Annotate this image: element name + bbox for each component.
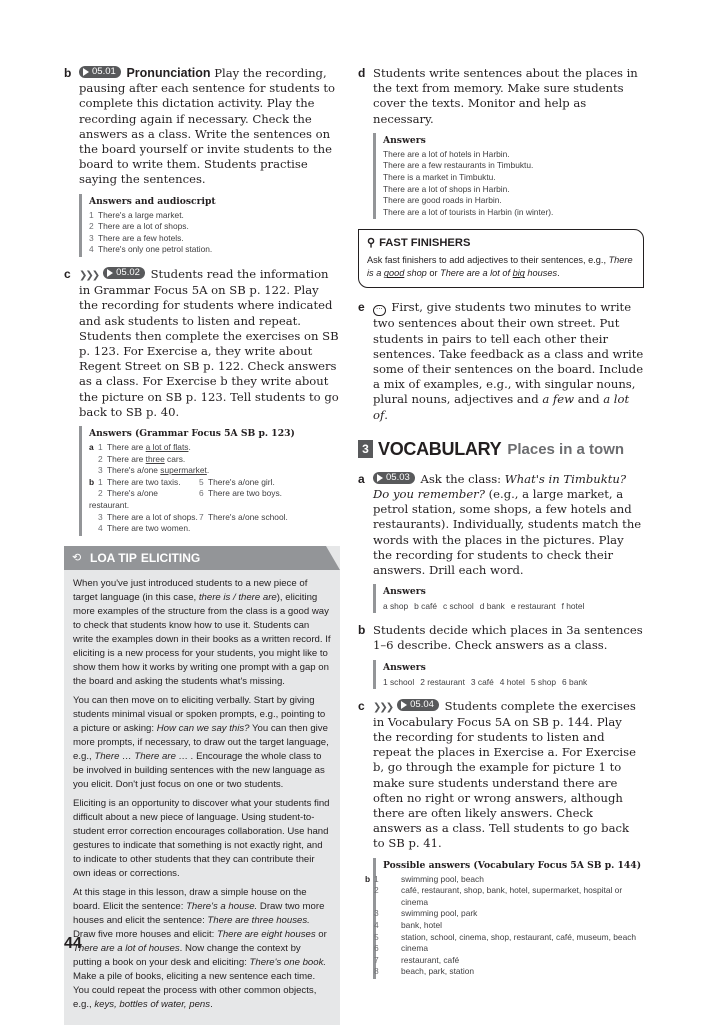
section-letter: c bbox=[358, 698, 365, 713]
answer-line: 7 restaurant, café bbox=[374, 954, 460, 965]
answers-title: Possible answers (Vocabulary Focus 5A SB p. 144) bbox=[383, 859, 642, 871]
answer-line: 2 café, restaurant, shop, bank, hotel, supermarket, hospital or cinema bbox=[374, 885, 623, 907]
answer-line: There is a market in Timbuktu. bbox=[383, 172, 496, 182]
vocab-a-text: 05.03 Ask the class: What's in Timbuktu? Do you remember? (e.g., a large market, a petrol station, some shops, a few hotels and restaurants). Individually, students match the words with the places in the pictures. Play the recording for students to check their answers. Drill each word. bbox=[373, 471, 642, 578]
audio-track-badge[interactable]: 05.03 bbox=[373, 472, 415, 484]
answer-line: 2 There are a lot of shops. bbox=[89, 221, 189, 232]
answer-line: 4 There's only one petrol station. bbox=[89, 244, 213, 255]
fast-finishers-box bbox=[358, 229, 644, 288]
answer-line: 3 There are a few hotels. bbox=[89, 232, 184, 243]
answers-box bbox=[373, 133, 644, 220]
answers-box bbox=[373, 660, 644, 689]
play-icon bbox=[377, 474, 383, 482]
vocab-b-text: Students decide which places in 3a sentences 1–6 describe. Check answers as a class. bbox=[373, 623, 643, 653]
section-letter: b bbox=[64, 66, 72, 80]
answers-title: Answers bbox=[383, 586, 426, 598]
answers-box bbox=[373, 584, 644, 613]
answers-title: Answers bbox=[383, 661, 426, 673]
section-letter: c bbox=[64, 267, 71, 281]
answer-line: 3 swimming pool, park bbox=[374, 908, 478, 919]
section-b-text: 05.01 Pronunciation Play the recording, pausing after each sentence for students to complete this dictation activity. Play the recording again if necessary. Check the answers as a class. Write the sentences on the board yourself or invite students to the board to write them. Students practise saying the sentences. bbox=[79, 66, 335, 187]
answers-box bbox=[79, 426, 340, 536]
answer-line: 1 There's a large market. bbox=[89, 209, 184, 220]
loa-tip-header: ⟲ LOA TIP ELICITING bbox=[64, 546, 326, 570]
tip-paragraph: Eliciting is an opportunity to discover what your students find difficult about a new piece of language. Using student-to-student error correction encourages collaboration. Use hand gestures to indicate that something is not exactly right, and to indicate to other students that they can contribute their own ideas or corrections. bbox=[73, 797, 330, 879]
section-subtitle: Places in a town bbox=[507, 440, 625, 458]
fast-finishers-heading: ⚲ FAST FINISHERS bbox=[367, 237, 471, 250]
challenge-icon: ❯❯❯ bbox=[373, 701, 393, 713]
vocab-section-b bbox=[358, 623, 644, 688]
section-letter: d bbox=[358, 66, 366, 80]
location-pin-icon: ⚲ bbox=[367, 237, 376, 250]
loa-tip-icon: ⟲ bbox=[72, 551, 82, 564]
answer-line: 2 There are three cars. bbox=[98, 453, 186, 464]
tip-paragraph: At this stage in this lesson, draw a simple house on the board. Elicit the sentence: There's a house. Draw two more houses and elicit the sentence: There are three houses. Draw five more houses and elicit: There are eight houses or There are a lot of houses. Now change the context by putting a book on your desk and eliciting: There's one book. Make a pile of books, eliciting a new sentence each time. You could repeat the process with other common objects, e.g., keys, bottles of water, pens. bbox=[73, 886, 327, 1010]
answers-box bbox=[365, 858, 644, 979]
speech-bubble-icon: ··· bbox=[373, 305, 386, 316]
answer-line: 3 There's a/one supermarket. bbox=[98, 465, 210, 476]
answer-line: 2 There's a/one restaurant. 6 There are two boys. bbox=[89, 488, 283, 510]
page-number: 44 bbox=[64, 935, 82, 952]
section-letter: a bbox=[358, 471, 365, 486]
vocabulary-heading bbox=[358, 439, 644, 460]
answers-title: Answers bbox=[383, 134, 426, 146]
challenge-icon: ❯❯❯ bbox=[79, 270, 99, 281]
answer-line: 1 school 2 restaurant 3 café 4 hotel 5 shop 6 bank bbox=[383, 676, 588, 687]
section-number: 3 bbox=[358, 440, 373, 458]
audio-track-badge[interactable]: 05.04 bbox=[397, 699, 439, 711]
section-c-text: ❯❯❯ 05.02 Students read the information in Grammar Focus 5A on SB p. 122. Play the recording for students where indicated and ask students to listen and repeat. Students then complete the exercises on SB p. 123. For Exercise a, they write about Regent Street on SB p. 122. Check answers as a class. For Exercise b they write about the picture on SB p. 123. Tell students to go back to SB p. 40. bbox=[79, 267, 339, 419]
section-d-text: Students write sentences about the places in the text from memory. Make sure students cover the texts. Monitor and help as necessary. bbox=[373, 66, 638, 126]
section-e-text: ··· First, give students two minutes to write two sentences about their own street. Put students in pairs to tell each other their sentences. Take feedback as a class and write some of their sentences on the board. Include a mix of examples, e.g., with singular nouns, plural nouns, adjectives and a few and a lot of. bbox=[373, 300, 644, 422]
play-icon bbox=[401, 701, 407, 709]
answers-box bbox=[79, 194, 340, 257]
section-title: VOCABULARY bbox=[378, 438, 502, 459]
audio-track-badge[interactable]: 05.01 bbox=[79, 66, 121, 78]
answer-line: There are good roads in Harbin. bbox=[383, 195, 502, 206]
section-c bbox=[64, 267, 340, 536]
answer-line: There are a lot of hotels in Harbin. bbox=[383, 148, 510, 159]
answer-line: 3 There are a lot of shops. 7 There's a/one school. bbox=[98, 511, 288, 522]
answer-line: 8 beach, park, station bbox=[374, 966, 475, 977]
answer-line: There are a lot of tourists in Harbin (in winter). bbox=[383, 206, 554, 217]
vocab-section-a bbox=[358, 472, 644, 613]
answer-line: 5 station, school, cinema, shop, restaurant, café, museum, beach bbox=[374, 931, 637, 942]
answer-line: a 1 There are a lot of flats. bbox=[89, 442, 191, 453]
answer-line: There are a lot of shops in Harbin. bbox=[383, 183, 510, 194]
audio-track-badge[interactable]: 05.02 bbox=[103, 267, 145, 279]
pronunciation-heading: Pronunciation bbox=[126, 66, 211, 80]
loa-tip-body bbox=[64, 570, 340, 1012]
play-icon bbox=[83, 68, 89, 76]
answer-line: b 1 swimming pool, beach bbox=[365, 873, 484, 884]
answer-line: 4 bank, hotel bbox=[374, 920, 442, 931]
right-column bbox=[358, 66, 644, 989]
answer-line: a shop b café c school d bank e restaurant f hotel bbox=[383, 601, 585, 612]
section-e bbox=[358, 300, 644, 422]
answer-line: b 1 There are two taxis. 5 There's a/one girl. bbox=[89, 476, 275, 487]
answers-title: Answers and audioscript bbox=[89, 195, 216, 207]
answers-title: Answers (Grammar Focus 5A SB p. 123) bbox=[89, 428, 295, 440]
section-b bbox=[64, 66, 340, 257]
answer-line: 6 cinema bbox=[374, 943, 428, 954]
vocab-section-c bbox=[358, 699, 644, 979]
play-icon bbox=[107, 269, 113, 277]
left-column bbox=[64, 66, 340, 1025]
answer-line: 4 There are two women. bbox=[98, 523, 191, 534]
tip-paragraph: You can then move on to eliciting verbally. Start by giving students minimal visual or spoken prompts, e.g., pointing to a picture or asking: How can we say this? You can then give more prompts, if necessary, to draw out the target language, e.g., There … There are … . Encourage the whole class to be involved in building sentences with the new language as you elicit. Don't just focus on one or two students. bbox=[73, 694, 329, 790]
loa-tip-box bbox=[64, 546, 340, 1025]
answer-line: There are a few restaurants in Timbuktu. bbox=[383, 160, 534, 171]
section-letter: e bbox=[358, 300, 365, 315]
vocab-c-text: ❯❯❯ 05.04 Students complete the exercises in Vocabulary Focus 5A on SB p. 144. Play the recording for students to listen and repeat the places in Exercise a. For Exercise b, go through the example for picture 1 to make sure students understand there are often no right or wrong answers, although there are often likely answers. Check answers as a class. Tell students to go back to SB p. 41. bbox=[373, 698, 636, 851]
section-letter: b bbox=[358, 623, 366, 638]
fast-finishers-text: Ask fast finishers to add adjectives to their sentences, e.g., There is a good shop or There are a lot of big houses. bbox=[367, 255, 633, 279]
section-d bbox=[358, 66, 644, 219]
tip-paragraph: When you've just introduced students to a new piece of target language (in this case, there is / there are), eliciting more examples of the structure from the class is a good way to check that students know how to use it. Students can write the examples down in their books as a written record. If eliciting is a new process for your students, you might like to show them how it works by writing one prompt with a gap on the board and asking the students what's missing. bbox=[73, 577, 331, 687]
